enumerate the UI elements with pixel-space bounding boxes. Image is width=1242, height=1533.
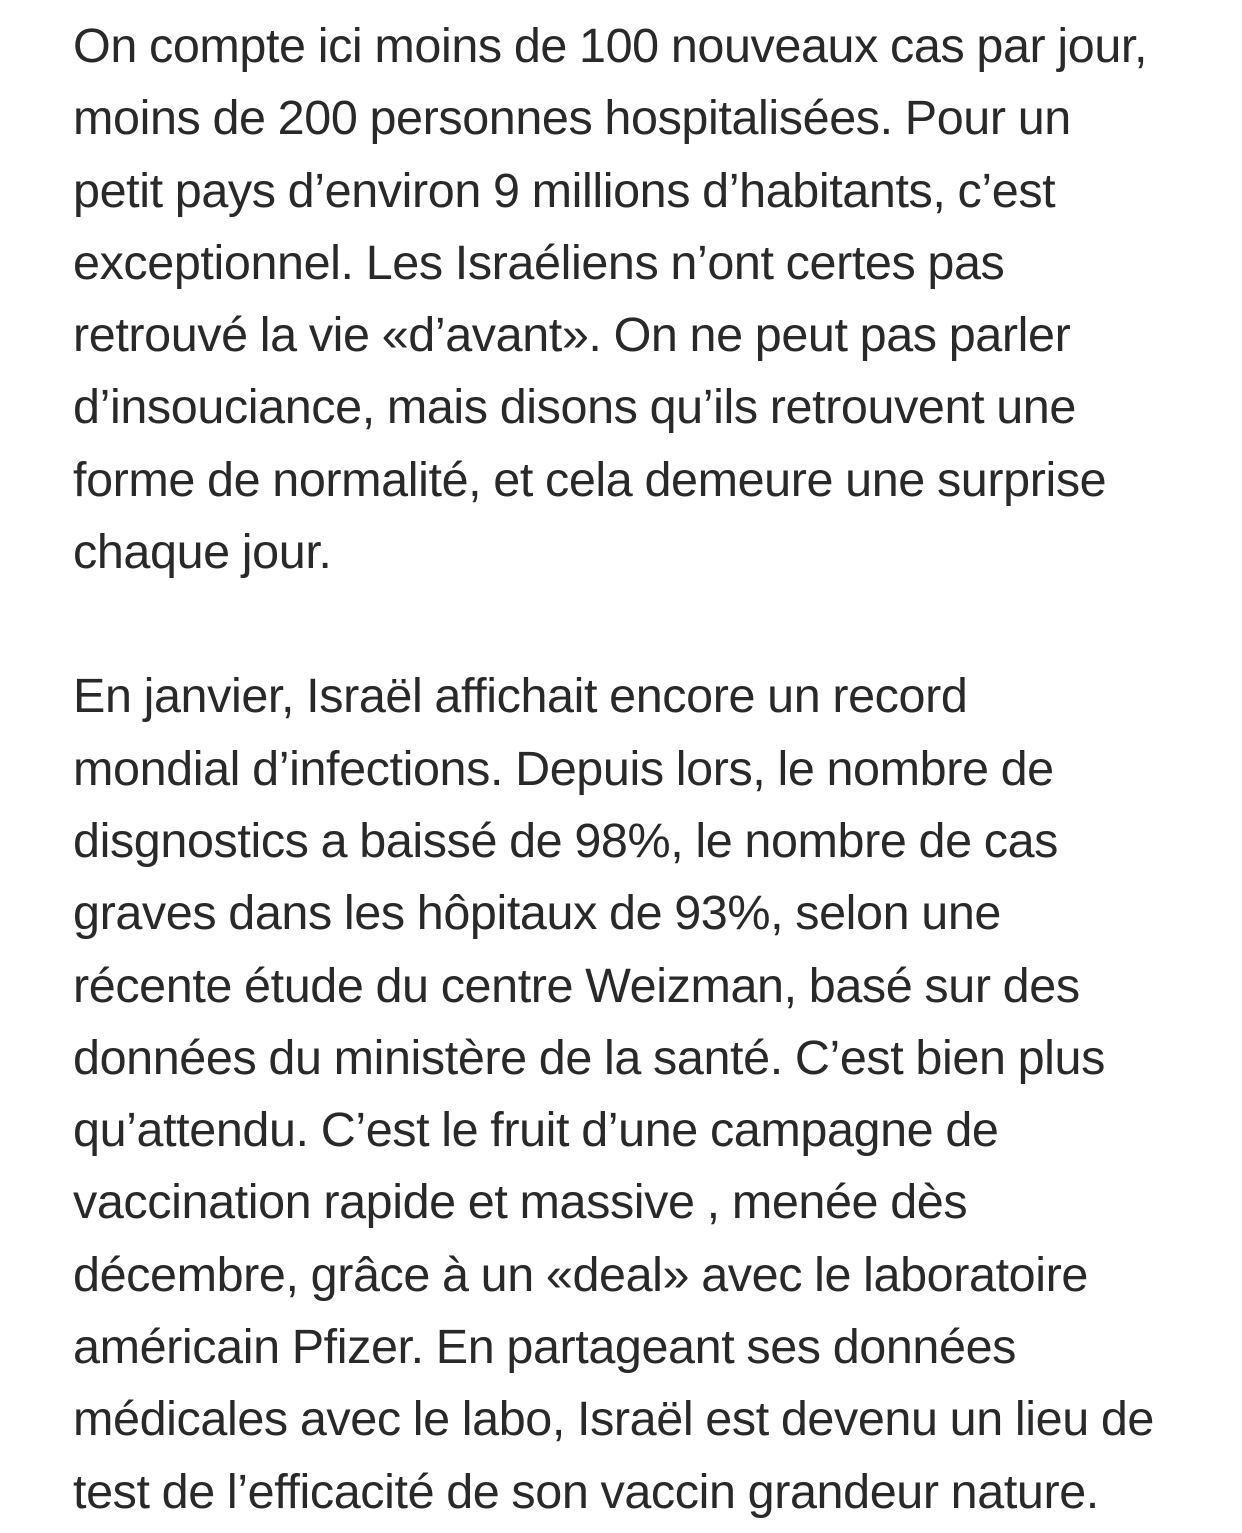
- paragraph-line: forme de normalité, et cela demeure une surprise: [73, 452, 1107, 507]
- paragraph-line: d’insouciance, mais disons qu’ils retrouvent une: [73, 380, 1076, 435]
- paragraph-line: graves dans les hôpitaux de 93%, selon une: [73, 886, 1001, 941]
- paragraph-line: test de l’efficacité de son vaccin grandeur nature.: [73, 1464, 1099, 1519]
- paragraph-line: disgnostics a baissé de 98%, le nombre de cas: [73, 813, 1058, 868]
- paragraph-line: américain Pfizer. En partageant ses données: [73, 1320, 1016, 1375]
- paragraph-line: médicales avec le labo, Israël est devenu un lieu de: [73, 1392, 1154, 1447]
- paragraph-line: mondial d’infections. Depuis lors, le nombre de: [73, 741, 1054, 796]
- paragraph-1: [73, 10, 1213, 588]
- paragraph-line: décembre, grâce à un «deal» avec le laboratoire: [73, 1247, 1088, 1302]
- paragraph-line: exceptionnel. Les Israéliens n’ont certes pas: [73, 235, 1005, 290]
- paragraph-line: En janvier, Israël affichait encore un record: [73, 669, 968, 724]
- paragraph-line: On compte ici moins de 100 nouveaux cas par jour,: [73, 19, 1148, 73]
- paragraph-line: données du ministère de la santé. C’est bien plus: [73, 1030, 1105, 1085]
- article-body: [73, 10, 1213, 1528]
- paragraph-line: moins de 200 personnes hospitalisées. Pour un: [73, 91, 1071, 146]
- paragraph-line: qu’attendu. C’est le fruit d’une campagne de: [73, 1103, 999, 1158]
- paragraph-2: [73, 660, 1213, 1528]
- paragraph-line: petit pays d’environ 9 millions d’habitants, c’est: [73, 163, 1056, 218]
- paragraph-line: chaque jour.: [73, 525, 332, 580]
- paragraph-line: vaccination rapide et massive , menée dès: [73, 1175, 968, 1230]
- paragraph-line: retrouvé la vie «d’avant». On ne peut pas parler: [73, 308, 1071, 363]
- paragraph-line: récente étude du centre Weizman, basé sur des: [73, 958, 1080, 1013]
